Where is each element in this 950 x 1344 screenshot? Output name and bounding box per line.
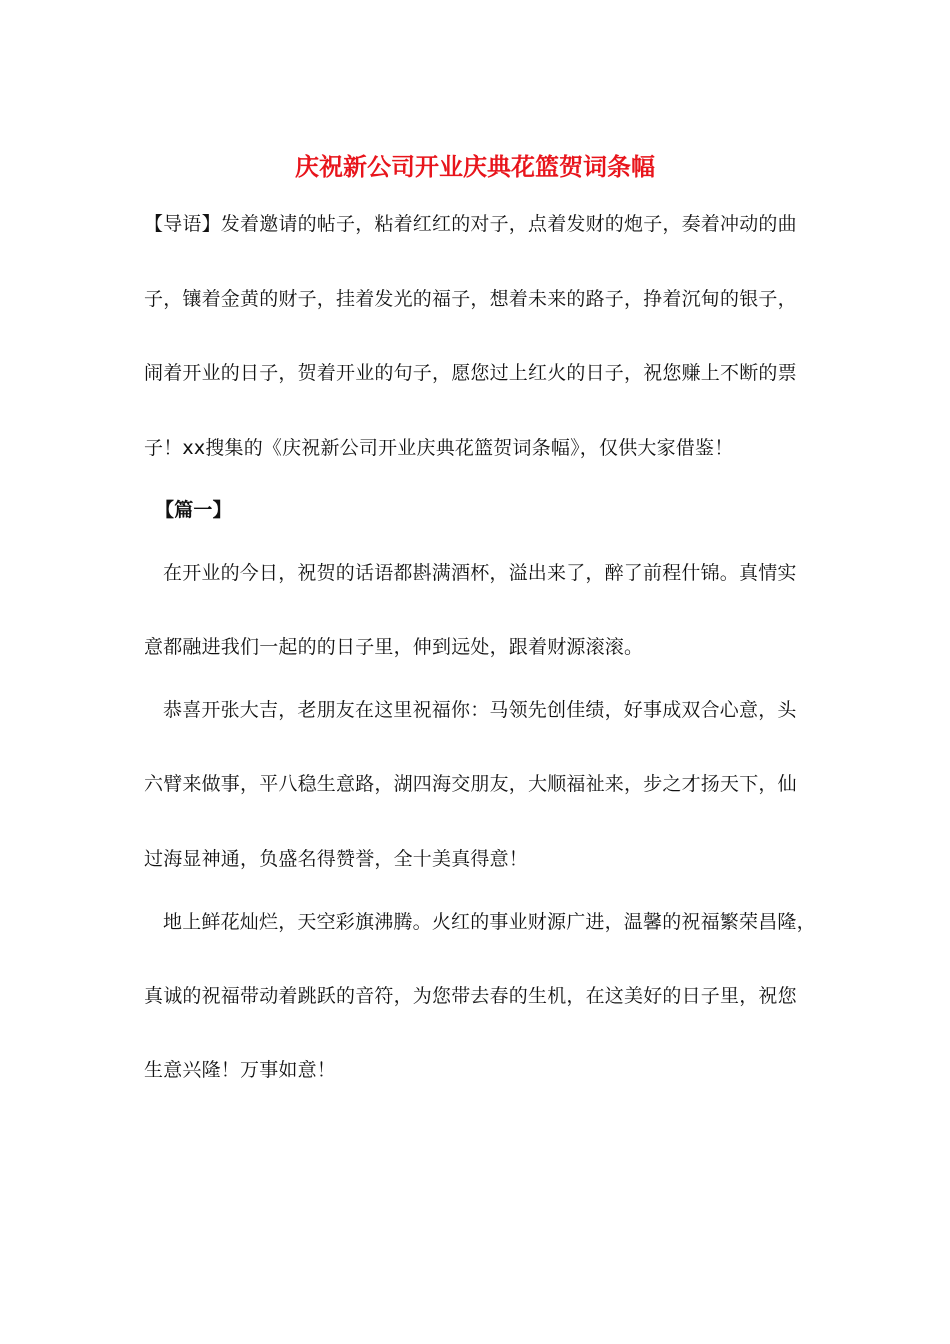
- paragraph-2-line-3: 过海显神通，负盛名得赞誉，全十美真得意！: [144, 848, 529, 870]
- intro-line-1: 【导语】发着邀请的帖子，粘着红红的对子，点着发财的炮子，奏着冲动的曲: [144, 213, 797, 235]
- intro-line-2: 子，镶着金黄的财子，挂着发光的福子，想着未来的路子，挣着沉甸的银子，: [144, 288, 797, 310]
- paragraph-2-line-2: 六臂来做事，平八稳生意路，湖四海交朋友，大顺福祉来，步之才扬天下，仙: [144, 773, 797, 795]
- document-title: 庆祝新公司开业庆典花篮贺词条幅: [295, 153, 655, 181]
- paragraph-3-line-3: 生意兴隆！万事如意！: [144, 1059, 337, 1081]
- section-heading: 【篇一】: [155, 499, 232, 521]
- intro-line-3: 闹着开业的日子，贺着开业的句子，愿您过上红火的日子，祝您赚上不断的票: [144, 362, 797, 384]
- paragraph-3-line-1: 地上鲜花灿烂，天空彩旗沸腾。火红的事业财源广进，温馨的祝福繁荣昌隆，: [163, 911, 816, 933]
- paragraph-1-line-1: 在开业的今日，祝贺的话语都斟满酒杯，溢出来了，醉了前程什锦。真情实: [163, 562, 797, 584]
- paragraph-3-line-2: 真诚的祝福带动着跳跃的音符，为您带去春的生机，在这美好的日子里，祝您: [144, 985, 797, 1007]
- intro-line-4: 子！xx搜集的《庆祝新公司开业庆典花篮贺词条幅》，仅供大家借鉴！: [144, 437, 734, 459]
- paragraph-1-line-2: 意都融进我们一起的的日子里，伸到远处，跟着财源滚滚。: [144, 636, 644, 658]
- paragraph-2-line-1: 恭喜开张大吉，老朋友在这里祝福你：马领先创佳绩，好事成双合心意，头: [163, 699, 797, 721]
